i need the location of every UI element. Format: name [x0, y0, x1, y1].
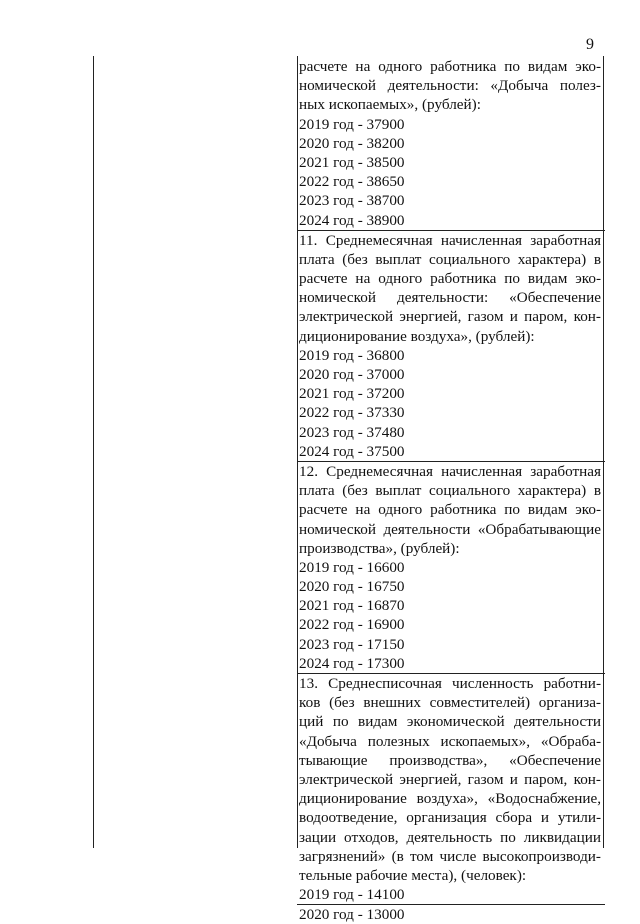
value-line: 2022 год - 37330 [299, 404, 405, 422]
value-line: 2019 год - 36800 [299, 346, 405, 364]
value-line: 2019 год - 37900 [299, 115, 405, 133]
value-line: 2020 год - 38200 [299, 134, 405, 152]
text-line: электрической энергией, газом и паром, кон- [299, 308, 601, 326]
text-line: загрязнений» (в том числе высокопроизводи- [299, 847, 601, 865]
text-line: ков (без внешних совместителей) организа- [299, 694, 601, 712]
value-line: 2023 год - 17150 [299, 635, 405, 653]
text-line: плата (без выплат социального характера) в [299, 250, 601, 268]
value-line: 2021 год - 38500 [299, 153, 405, 171]
text-line: диционирование воздуха», (рублей): [299, 327, 535, 345]
value-line: 2021 год - 37200 [299, 385, 405, 403]
text-line: номической деятельности «Обрабатывающие [299, 520, 601, 538]
value-line: 2023 год - 38700 [299, 192, 405, 210]
text-line: плата (без выплат социального характера) в [299, 482, 601, 500]
text-line: расчете на одного работника по видам эко- [299, 58, 601, 75]
page-number: 9 [586, 36, 594, 53]
text-line: ных ископаемых», (рублей): [299, 96, 481, 114]
text-line: расчете на одного работника по видам эко- [299, 270, 601, 288]
value-line: 2023 год - 37480 [299, 423, 405, 441]
text-line: «Добыча полезных ископаемых», «Обраба- [299, 732, 601, 750]
text-line: тывающие производства», «Обеспечение [299, 751, 601, 769]
value-line: 2022 год - 38650 [299, 173, 405, 191]
text-line: тельные рабочие места), (человек): [299, 866, 527, 884]
section-13 [299, 674, 601, 924]
section-11 [299, 231, 601, 461]
text-line: ций по видам экономической деятельности [299, 713, 601, 731]
value-line: 2019 год - 14100 [299, 886, 405, 904]
value-line: 2022 год - 16900 [299, 616, 405, 634]
text-line: номической деятельности: «Обеспечение [299, 289, 601, 307]
value-line: 2024 год - 17300 [299, 654, 405, 672]
section-10 [299, 57, 601, 230]
text-line: 11. Среднемесячная начисленная заработная [299, 231, 601, 249]
text-line: расчете на одного работника по видам эко- [299, 501, 601, 519]
text-line: диционирование воздуха», «Водоснабжение, [299, 790, 601, 808]
value-line: 2020 год - 37000 [299, 366, 405, 383]
text-line: водоотведение, организация сбора и утили- [299, 809, 601, 827]
text-line: электрической энергией, газом и паром, кон- [299, 770, 601, 788]
text-line: зации отходов, деятельность по ликвидации [299, 828, 601, 846]
text-line: 12. Среднемесячная начисленная заработная [299, 462, 601, 480]
value-line: 2020 год - 13000 [299, 906, 405, 924]
value-line: 2024 год - 38900 [299, 211, 405, 229]
section-12 [299, 462, 601, 673]
value-line: 2020 год - 16750 [299, 578, 405, 596]
value-line: 2024 год - 37500 [299, 442, 405, 460]
column-divider [297, 56, 298, 848]
text-line: 13. Среднесписочная численность работни- [299, 675, 601, 692]
value-line: 2019 год - 16600 [299, 558, 405, 576]
text-line: производства», (рублей): [299, 539, 460, 557]
value-line: 2021 год - 16870 [299, 597, 405, 615]
table-right-column [299, 57, 601, 924]
text-line: номической деятельности: «Добыча полез- [299, 77, 601, 95]
